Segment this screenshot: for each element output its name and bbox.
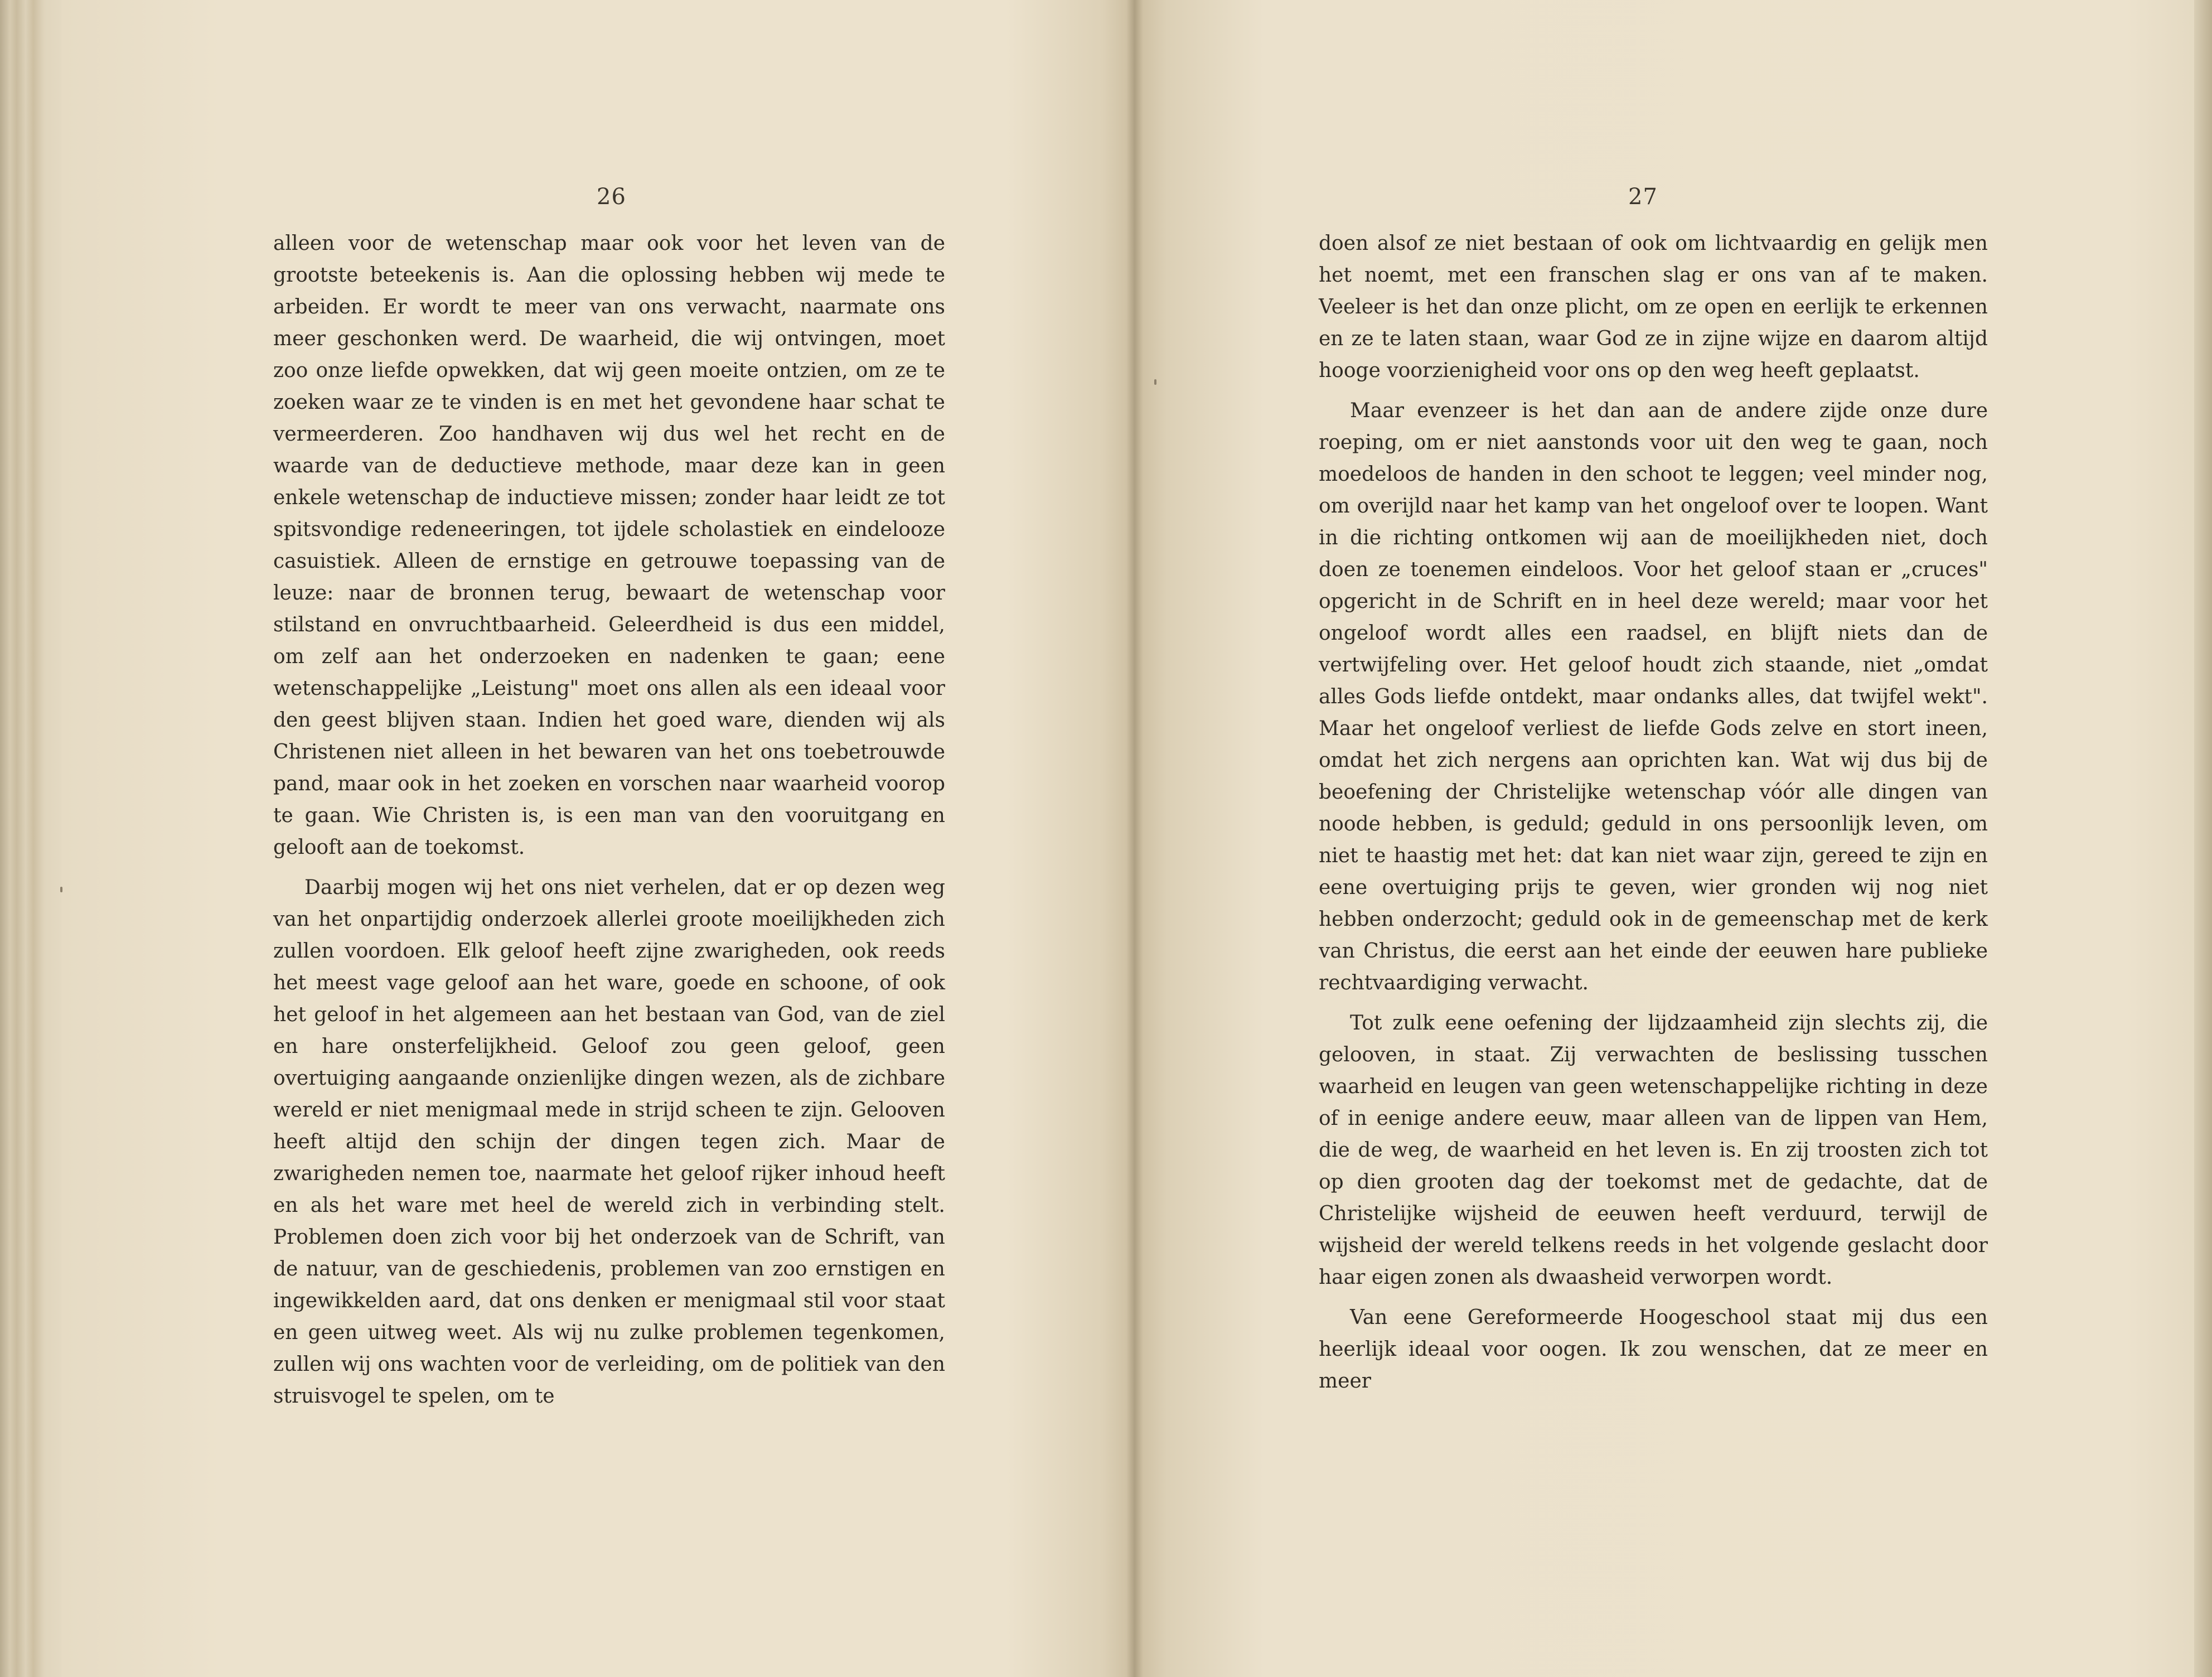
right-page-number: 27	[1628, 184, 1658, 210]
right-page-edge	[2194, 0, 2212, 1677]
right-paragraph-4: Van eene Gereformeerde Hoogeschool staat mij dus een heerlijk ideaal voor oogen. Ik zou wenschen, dat ze meer en meer	[1319, 1306, 1988, 1393]
left-page-text	[273, 228, 945, 1412]
paper-speck	[1154, 379, 1156, 385]
left-page-number: 26	[597, 184, 626, 210]
right-paragraph-3: Tot zulk eene oefening der lijdzaamheid zijn slechts zij, die gelooven, in staat. Zij verwachten de beslissing tusschen waarheid en leugen van geen wetenschappelijke richting in deze of in eenige andere eeuw, maar alleen van de lippen van Hem, die de weg, de waarheid en het leven is. En zij troosten zich tot op dien grooten dag der toekomst met de gedachte, dat de Christelijke wijsheid de eeuwen heeft verduurd, terwijl de wijsheid der wereld telkens reeds in het volgende geslacht door haar eigen zonen als dwaasheid verworpen wordt.	[1319, 1012, 1988, 1289]
right-paragraph-2: Maar evenzeer is het dan aan de andere zijde onze dure roeping, om er niet aanstonds voor uit den weg te gaan, noch moedeloos de handen in den schoot te leggen; veel minder nog, om overijld naar het kamp van het ongeloof over te loopen. Want in die richting ontkomen wij aan de moeilijkheden niet, doch doen ze toenemen eindeloos. Voor het geloof staan er „cruces" opgericht in de Schrift en in heel deze wereld; maar voor het ongeloof wordt alles een raadsel, en blijft niets dan de vertwijfeling over. Het geloof houdt zich staande, niet „omdat alles Gods liefde ontdekt, maar ondanks alles, dat twijfel wekt". Maar het ongeloof verliest de liefde Gods zelve en stort ineen, omdat het zich nergens aan oprichten kan. Wat wij dus bij de beoefening der Christelijke wetenschap vóór alle dingen van noode hebben, is geduld; geduld in ons persoonlijk leven, om niet te haastig met het: dat kan niet waar zijn, gereed te zijn en eene overtuiging prijs te geven, wier gronden wij nog niet hebben onderzocht; geduld ook in de gemeenschap met de kerk van Christus, die eerst aan het einde der eeuwen hare publieke rechtvaardiging verwacht.	[1319, 399, 1988, 994]
left-paragraph-2: Daarbij mogen wij het ons niet verhelen, dat er op dezen weg van het onpartijdig onderzoek allerlei groote moeilijkheden zich zullen voordoen. Elk geloof heeft zijne zwarigheden, ook reeds het meest vage geloof aan het ware, goede en schoone, of ook het geloof in het algemeen aan het bestaan van God, van de ziel en hare onsterfelijkheid. Geloof zou geen geloof, geen overtuiging aangaande onzienlijke dingen wezen, als de zichbare wereld er niet menigmaal mede in strijd scheen te zijn. Gelooven heeft altijd den schijn der dingen tegen zich. Maar de zwarigheden nemen toe, naarmate het geloof rijker inhoud heeft en als het ware met heel de wereld zich in verbinding stelt. Problemen doen zich voor bij het onderzoek van de Schrift, van de natuur, van de geschiedenis, problemen van zoo ernstigen en ingewikkelden aard, dat ons denken er menigmaal stil voor staat en geen uitweg weet. Als wij nu zulke problemen tegenkomen, zullen wij ons wachten voor de verleiding, om de politiek van den struisvogel te spelen, om te	[273, 876, 945, 1408]
right-page-text	[1319, 228, 1988, 1397]
left-paragraph-1: alleen voor de wetenschap maar ook voor het leven van de grootste beteekenis is. Aan die oplossing hebben wij mede te arbeiden. Er wordt te meer van ons verwacht, naarmate ons meer geschonken werd. De waarheid, die wij ontvingen, moet zoo onze liefde opwekken, dat wij geen moeite ontzien, om ze te zoeken waar ze te vinden is en met het gevondene haar schat te vermeerderen. Zoo handhaven wij dus wel het recht en de waarde van de deductieve methode, maar deze kan in geen enkele wetenschap de inductieve missen; zonder haar leidt ze tot spitsvondige redeneeringen, tot ijdele scholastiek en eindelooze casuistiek. Alleen de ernstige en getrouwe toepassing van de leuze: naar de bronnen terug, bewaart de wetenschap voor stilstand en onvruchtbaarheid. Geleerdheid is dus een middel, om zelf aan het onderzoeken en nadenken te gaan; eene wetenschappelijke „Leistung" moet ons allen als een ideaal voor den geest blijven staan. Indien het goed ware, dienden wij als Christenen niet alleen in het bewaren van het ons toebetrouwde pand, maar ook in het zoeken en vorschen naar waarheid voorop te gaan. Wie Christen is, is een man van den vooruitgang en gelooft aan de toekomst.	[273, 232, 945, 859]
paper-speck	[60, 887, 62, 892]
book-gutter	[1126, 0, 1143, 1677]
right-paragraph-1: doen alsof ze niet bestaan of ook om lichtvaardig en gelijk men het noemt, met een franschen slag er ons van af te maken. Veeleer is het dan onze plicht, om ze open en eerlijk te erkennen en ze te laten staan, waar God ze in zijne wijze en daarom altijd hooge voorzienigheid voor ons op den weg heeft geplaatst.	[1319, 232, 1988, 382]
